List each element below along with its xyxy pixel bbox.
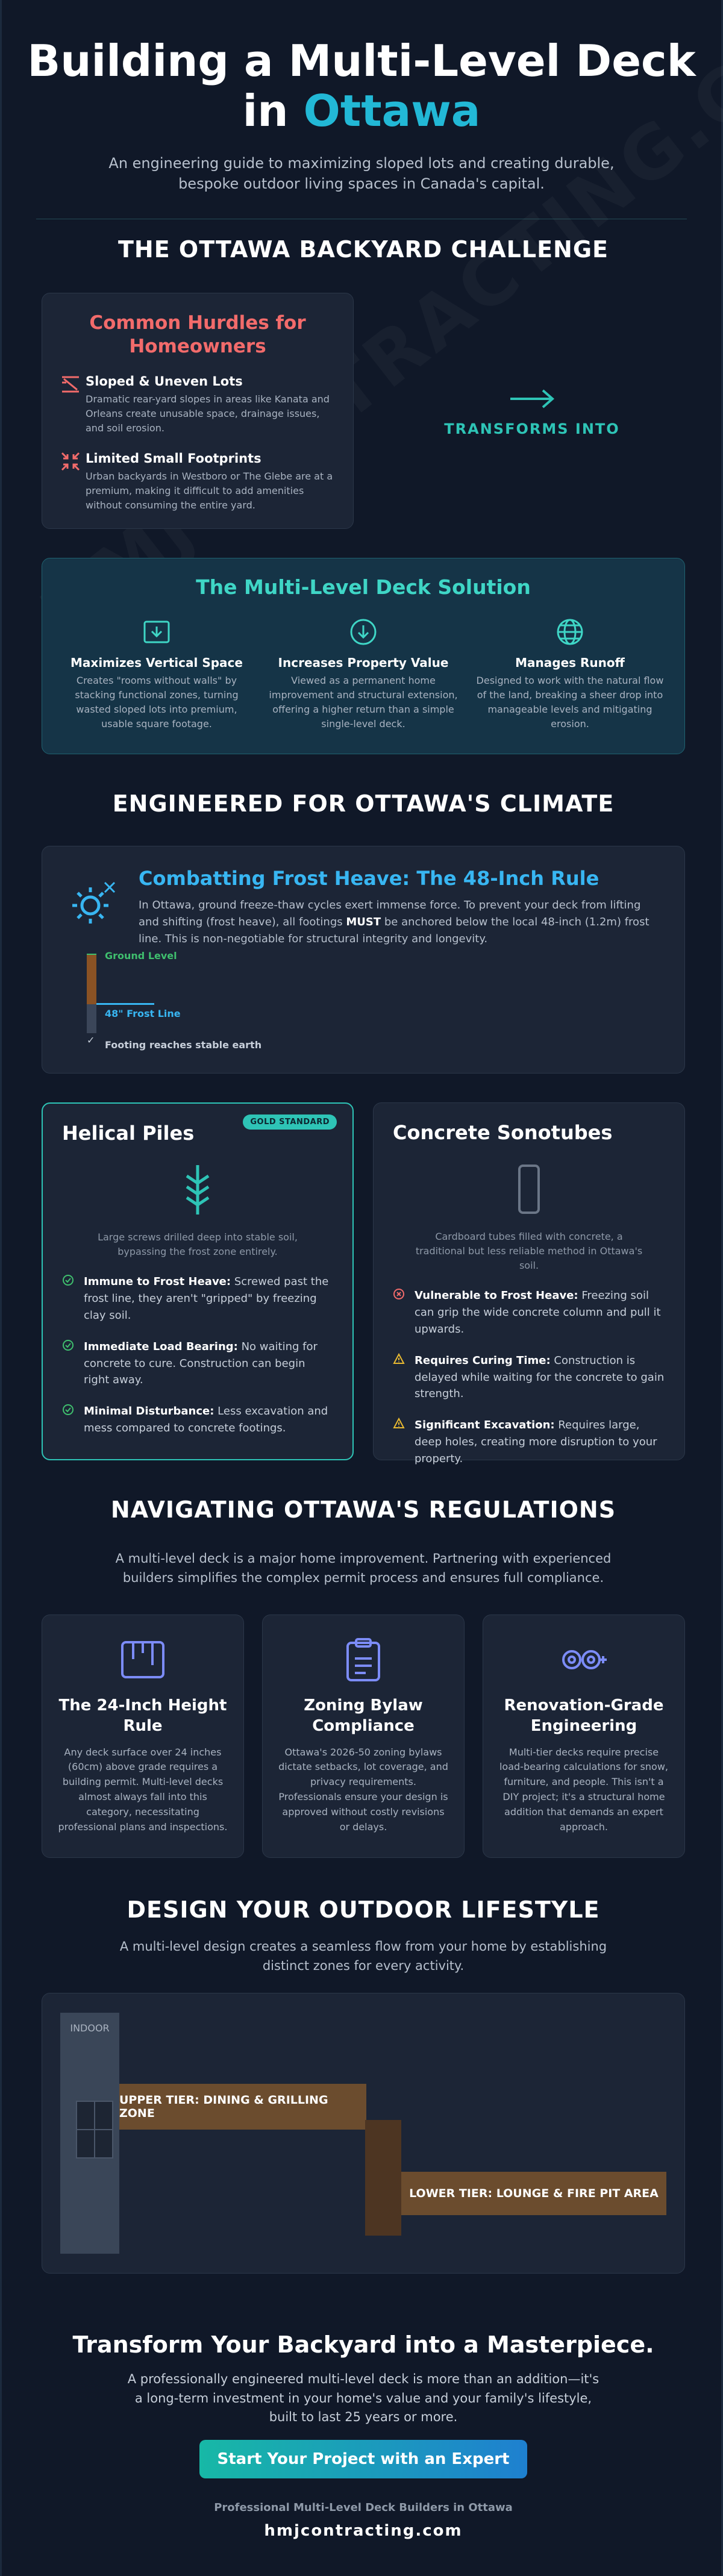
hurdle-item	[60, 374, 335, 436]
warning-icon	[393, 1417, 415, 1468]
pro-item: Minimal Disturbance: Less excavation and mess compared to concrete footings.	[62, 1403, 333, 1437]
frost-line-label: 48" Frost Line	[105, 1008, 181, 1019]
hurdle-item	[60, 451, 335, 513]
ground-line	[87, 954, 96, 955]
hurdles-card	[42, 293, 354, 529]
gold-standard-badge: GOLD STANDARD	[243, 1114, 337, 1130]
solution-card	[42, 558, 685, 754]
regulations-subtitle: A multi-level deck is a major home improvement. Partnering with experienced builders simplifies the complex permit process and ensures full compliance.	[115, 1551, 612, 1585]
sonotubes-desc: Cardboard tubes filled with concrete, a traditional but less reliable method in Ottawa's soil.	[415, 1231, 643, 1271]
reg-card-title: Renovation-Grade Engineering	[504, 1696, 664, 1735]
pro-item: Immune to Frost Heave: Screwed past the frost line, they aren't "gripped" by freezing clay soil.	[62, 1274, 333, 1324]
cta-title: Transform Your Backyard into a Masterpiece.	[72, 2331, 654, 2358]
gears-icon	[499, 1636, 669, 1684]
frost-sun-icon	[66, 877, 120, 931]
frost-title: Combatting Frost Heave: The 48-Inch Rule	[139, 867, 599, 890]
design-title: DESIGN YOUR OUTDOOR LIFESTYLE	[127, 1896, 600, 1923]
check-circle-icon	[62, 1339, 84, 1389]
sonotubes-title: Concrete Sonotubes	[393, 1121, 613, 1144]
helical-desc: Large screws drilled deep into stable soil, bypassing the frost zone entirely.	[98, 1231, 298, 1257]
frost-line-diagram	[87, 950, 328, 1056]
globe-icon	[474, 614, 666, 649]
hurdle-text: Urban backyards in Westboro or The Glebe are at a premium, making it difficult to add amenities without consuming the entire yard.	[86, 470, 333, 511]
hurdle-title: Sloped & Uneven Lots	[86, 374, 243, 389]
challenge-title: THE OTTAWA BACKYARD CHALLENGE	[118, 236, 609, 263]
zoning-card	[262, 1615, 465, 1858]
x-circle-icon	[393, 1287, 415, 1338]
reg-card-title: Zoning Bylaw Compliance	[304, 1696, 423, 1735]
con-item: Requires Curing Time: Construction is delayed while waiting for the concrete to gain strength.	[393, 1352, 665, 1403]
solution-item-text: Designed to work with the natural flow of the land, breaking a sheer drop into manageable levels and mitigating erosion.	[476, 675, 664, 730]
frost-must: MUST	[346, 915, 381, 928]
reg-card-text: Any deck surface over 24 inches (60cm) above grade requires a building permit. Multi-level decks almost always fall into this category, necessitating professional plans and inspections.	[58, 1746, 228, 1833]
con-item: Vulnerable to Frost Heave: Freezing soil can grip the wide concrete column and pull it upwards.	[393, 1287, 665, 1338]
footer-tagline: Professional Multi-Level Deck Builders in Ottawa	[214, 2501, 513, 2514]
slope-icon	[60, 374, 86, 436]
climate-title: ENGINEERED FOR OTTAWA'S CLIMATE	[112, 790, 615, 817]
footer-url-link[interactable]: hmjcontracting.com	[264, 2522, 463, 2540]
door	[76, 2101, 113, 2159]
solution-item	[60, 614, 253, 731]
expand-icon	[60, 614, 253, 649]
value-arrow-icon	[267, 614, 460, 649]
screw-pile-icon	[62, 1157, 333, 1223]
arrow-right-icon	[424, 383, 640, 417]
reg-card-title: The 24-Inch Height Rule	[58, 1696, 227, 1735]
title-in: in	[242, 85, 289, 136]
solution-item	[267, 614, 460, 731]
indoor-wall	[60, 2013, 119, 2254]
frost-line-marker	[96, 1003, 154, 1005]
transforms-label: TRANSFORMS INTO	[444, 420, 620, 437]
frost-text: In Ottawa, ground freeze-thaw cycles exert immense force. To prevent your deck from lifting and shifting (frost heave), all footings MUST be anchored below the local 48-inch (1.2m) frost line. This is non-negotiable for structural integrity and longevity.	[139, 899, 649, 945]
design-subtitle: A multi-level design creates a seamless flow from your home by establishing distinct zones for every activity.	[119, 1939, 607, 1973]
engineering-card	[483, 1615, 685, 1858]
helical-title: Helical Piles	[62, 1122, 195, 1145]
solution-item	[474, 614, 666, 731]
deck-zone-diagram	[42, 1993, 685, 2274]
lower-tier: LOWER TIER: LOUNGE & FIRE PIT AREA	[401, 2172, 666, 2215]
check-circle-icon	[62, 1403, 84, 1437]
pile-upper	[87, 954, 96, 1004]
hurdle-title: Limited Small Footprints	[86, 451, 261, 466]
solution-item-title: Maximizes Vertical Space	[70, 655, 243, 670]
page-title	[2, 36, 721, 136]
hurdles-title: Common Hurdles for Homeowners	[89, 312, 306, 357]
height-rule-card	[42, 1615, 244, 1858]
hero	[2, 0, 721, 219]
solution-item-text: Creates "rooms without walls" by stacking functional zones, turning wasted sloped lots into premium, usable square footage.	[75, 675, 239, 730]
ruler-icon	[58, 1636, 228, 1684]
footing-label: Footing reaches stable earth	[105, 1039, 262, 1051]
regulations-title: NAVIGATING OTTAWA'S REGULATIONS	[110, 1496, 616, 1523]
helical-piles-card	[42, 1102, 354, 1460]
indoor-label: INDOOR	[70, 2022, 110, 2034]
check-circle-icon	[62, 1274, 84, 1324]
solution-title: The Multi-Level Deck Solution	[196, 575, 531, 599]
pile-lower	[87, 1004, 96, 1033]
check-icon: ✓	[87, 1034, 95, 1046]
warning-icon	[393, 1352, 415, 1403]
tube-icon	[393, 1156, 665, 1222]
con-item: Significant Excavation: Requires large, deep holes, creating more disruption to your property.	[393, 1417, 665, 1468]
solution-item-text: Viewed as a permanent home improvement and structural extension, offering a higher return than a simple single-level deck.	[269, 675, 458, 730]
title-accent: Ottawa	[303, 85, 481, 136]
solution-item-title: Increases Property Value	[278, 655, 449, 670]
frost-heave-card	[42, 846, 685, 1074]
upper-tier: UPPER TIER: DINING & GRILLING ZONE	[119, 2084, 366, 2130]
pro-item: Immediate Load Bearing: No waiting for concrete to cure. Construction can begin right away.	[62, 1339, 333, 1389]
clipboard-icon	[278, 1636, 448, 1684]
cta-text: A professionally engineered multi-level deck is more than an addition—it's a long-term investment in your home's value and your family's lifestyle, built to last 25 years or more.	[127, 2372, 599, 2424]
hurdle-text: Dramatic rear-yard slopes in areas like Kanata and Orleans create unusable space, drainage issues, and soil erosion.	[86, 393, 330, 434]
ground-level-label: Ground Level	[105, 950, 177, 961]
reg-card-text: Ottawa's 2026-50 zoning bylaws dictate setbacks, lot coverage, and privacy requirements. Professionals ensure your design is approved without costly revisions or delays.	[278, 1746, 448, 1833]
reg-card-text: Multi-tier decks require precise load-bearing calculations for snow, furniture, and people. This isn't a DIY project; it's a structural home addition that demands an expert approach.	[499, 1746, 668, 1833]
title-main: Building a Multi-Level Deck	[27, 36, 696, 86]
compress-icon	[60, 451, 86, 513]
stairs-post	[365, 2120, 401, 2236]
solution-item-title: Manages Runoff	[515, 655, 625, 670]
hero-subtitle: An engineering guide to maximizing sloped lots and creating durable, bespoke outdoor living spaces in Canada's capital.	[108, 154, 615, 193]
start-project-button[interactable]: Start Your Project with an Expert	[199, 2440, 527, 2478]
transforms-indicator	[424, 383, 640, 437]
sonotubes-card	[373, 1102, 685, 1466]
